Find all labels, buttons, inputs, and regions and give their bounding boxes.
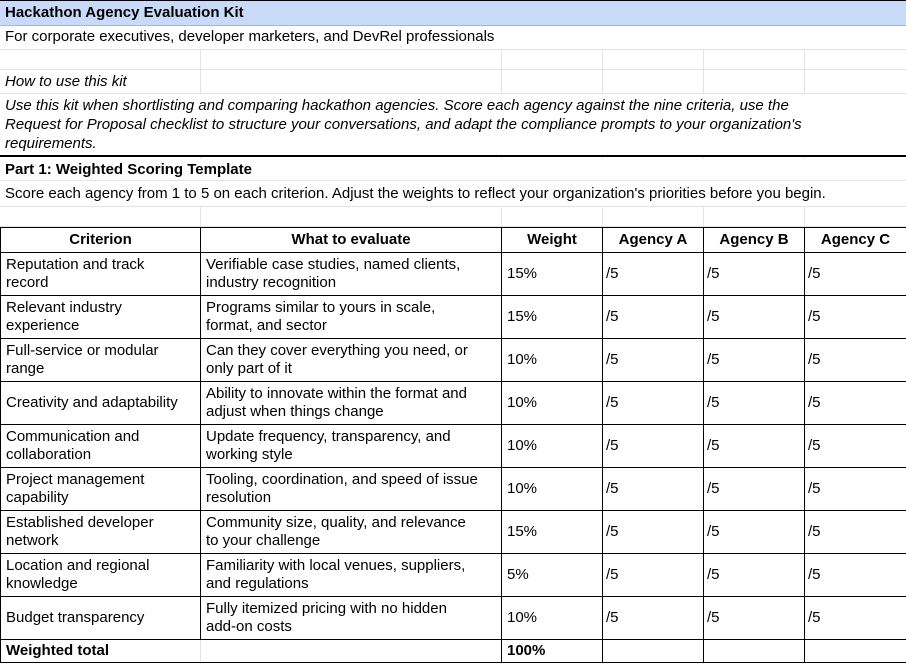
weighted-total-row — [1, 640, 906, 663]
agency-c-score-cell[interactable]: /5 — [805, 382, 906, 425]
agency-b-score-cell[interactable]: /5 — [704, 511, 805, 554]
table-row — [1, 554, 906, 597]
how-to-line: Request for Proposal checklist to structure your conversations, and adapt the compliance prompts to your organization's — [5, 116, 802, 133]
criterion-cell[interactable]: Budget transparency — [1, 597, 201, 640]
instructions-row[interactable] — [0, 181, 906, 207]
header-what-to-evaluate[interactable]: What to evaluate — [201, 228, 502, 253]
how-to-line: requirements. — [5, 135, 97, 152]
criterion-cell[interactable]: Relevant industry experience — [1, 296, 201, 339]
how-to-body-row[interactable] — [0, 94, 906, 157]
weight-cell[interactable]: 10% — [502, 468, 603, 511]
evaluate-cell[interactable]: Update frequency, transparency, and working style — [201, 425, 502, 468]
header-agency-b[interactable]: Agency B — [704, 228, 805, 253]
evaluate-cell[interactable]: Tooling, coordination, and speed of issue resolution — [201, 468, 502, 511]
how-to-line: Use this kit when shortlisting and comparing hackathon agencies. Score each agency against the nine criteria, use the — [5, 97, 789, 114]
evaluate-cell[interactable]: Community size, quality, and relevance to your challenge — [201, 511, 502, 554]
agency-b-score-cell[interactable]: /5 — [704, 425, 805, 468]
page-title: Hackathon Agency Evaluation Kit — [5, 4, 244, 21]
weight-cell[interactable]: 15% — [502, 511, 603, 554]
agency-a-score-cell[interactable]: /5 — [603, 597, 704, 640]
agency-c-score-cell[interactable]: /5 — [805, 511, 906, 554]
agency-b-score-cell[interactable]: /5 — [704, 339, 805, 382]
empty-row[interactable] — [0, 50, 906, 70]
weight-cell[interactable]: 15% — [502, 253, 603, 296]
table-row — [1, 468, 906, 511]
agency-b-score-cell[interactable]: /5 — [704, 382, 805, 425]
table-row — [1, 296, 906, 339]
agency-c-score-cell[interactable]: /5 — [805, 554, 906, 597]
table-row — [1, 597, 906, 640]
weighted-total-label[interactable]: Weighted total — [1, 640, 502, 663]
criterion-cell[interactable]: Location and regional knowledge — [1, 554, 201, 597]
agency-a-score-cell[interactable]: /5 — [603, 511, 704, 554]
header-agency-c[interactable]: Agency C — [805, 228, 906, 253]
agency-c-total-cell[interactable] — [805, 640, 906, 663]
header-agency-a[interactable]: Agency A — [603, 228, 704, 253]
header-weight[interactable]: Weight — [502, 228, 603, 253]
criterion-cell[interactable]: Project management capability — [1, 468, 201, 511]
criterion-cell[interactable]: Communication and collaboration — [1, 425, 201, 468]
empty-row[interactable] — [0, 207, 906, 227]
weight-cell[interactable]: 15% — [502, 296, 603, 339]
agency-b-total-cell[interactable] — [704, 640, 805, 663]
title-row[interactable] — [0, 0, 906, 26]
criterion-cell[interactable]: Creativity and adaptability — [1, 382, 201, 425]
agency-a-score-cell[interactable]: /5 — [603, 554, 704, 597]
page-subtitle: For corporate executives, developer marketers, and DevRel professionals — [5, 28, 495, 45]
weighted-total-weight[interactable]: 100% — [502, 640, 603, 663]
table-row — [1, 253, 906, 296]
agency-c-score-cell[interactable]: /5 — [805, 339, 906, 382]
agency-a-score-cell[interactable]: /5 — [603, 468, 704, 511]
agency-c-score-cell[interactable]: /5 — [805, 468, 906, 511]
agency-b-score-cell[interactable]: /5 — [704, 597, 805, 640]
evaluate-cell[interactable]: Ability to innovate within the format and adjust when things change — [201, 382, 502, 425]
criterion-cell[interactable]: Established developer network — [1, 511, 201, 554]
agency-a-score-cell[interactable]: /5 — [603, 253, 704, 296]
agency-c-score-cell[interactable]: /5 — [805, 253, 906, 296]
table-header-row — [1, 228, 906, 253]
header-criterion[interactable]: Criterion — [1, 228, 201, 253]
table-row — [1, 382, 906, 425]
table-row — [1, 339, 906, 382]
agency-a-score-cell[interactable]: /5 — [603, 296, 704, 339]
agency-c-score-cell[interactable]: /5 — [805, 296, 906, 339]
part1-heading: Part 1: Weighted Scoring Template — [5, 161, 252, 178]
agency-b-score-cell[interactable]: /5 — [704, 296, 805, 339]
part1-heading-row[interactable] — [0, 159, 906, 181]
evaluate-cell[interactable]: Can they cover everything you need, or only part of it — [201, 339, 502, 382]
agency-a-total-cell[interactable] — [603, 640, 704, 663]
part1-instructions: Score each agency from 1 to 5 on each criterion. Adjust the weights to reflect your organization's priorities before you begin. — [5, 185, 826, 202]
agency-b-score-cell[interactable]: /5 — [704, 253, 805, 296]
weight-cell[interactable]: 10% — [502, 339, 603, 382]
evaluate-cell[interactable]: Familiarity with local venues, suppliers, and regulations — [201, 554, 502, 597]
evaluate-cell[interactable]: Verifiable case studies, named clients, industry recognition — [201, 253, 502, 296]
weight-cell[interactable]: 10% — [502, 425, 603, 468]
evaluate-cell[interactable]: Fully itemized pricing with no hidden add-on costs — [201, 597, 502, 640]
agency-b-score-cell[interactable]: /5 — [704, 468, 805, 511]
scoring-table — [0, 227, 906, 663]
criterion-cell[interactable]: Full-service or modular range — [1, 339, 201, 382]
how-to-heading: How to use this kit — [5, 73, 127, 90]
agency-c-score-cell[interactable]: /5 — [805, 597, 906, 640]
agency-b-score-cell[interactable]: /5 — [704, 554, 805, 597]
agency-a-score-cell[interactable]: /5 — [603, 382, 704, 425]
how-to-heading-row[interactable] — [0, 70, 906, 94]
weight-cell[interactable]: 10% — [502, 382, 603, 425]
weight-cell[interactable]: 10% — [502, 597, 603, 640]
subtitle-row[interactable] — [0, 26, 906, 50]
weight-cell[interactable]: 5% — [502, 554, 603, 597]
criterion-cell[interactable]: Reputation and track record — [1, 253, 201, 296]
table-row — [1, 425, 906, 468]
evaluate-cell[interactable]: Programs similar to yours in scale, format, and sector — [201, 296, 502, 339]
agency-c-score-cell[interactable]: /5 — [805, 425, 906, 468]
agency-a-score-cell[interactable]: /5 — [603, 425, 704, 468]
table-row — [1, 511, 906, 554]
agency-a-score-cell[interactable]: /5 — [603, 339, 704, 382]
